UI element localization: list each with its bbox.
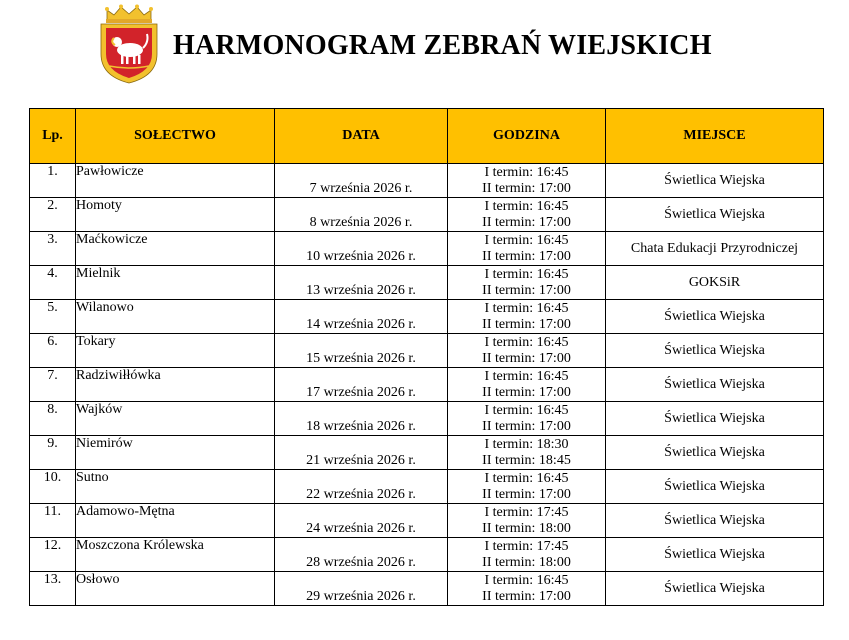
meeting-date: 14 września 2026 r. [275, 300, 448, 334]
document-header [0, 0, 849, 100]
row-number: 6. [30, 334, 76, 368]
column-header-solectwo: SOŁECTWO [76, 109, 275, 164]
meeting-place: Świetlica Wiejska [606, 470, 824, 504]
village-name: Radziwiłłówka [76, 368, 275, 402]
village-name: Wajków [76, 402, 275, 436]
page-title: HARMONOGRAM ZEBRAŃ WIEJSKICH [173, 30, 712, 61]
meeting-place: Świetlica Wiejska [606, 198, 824, 232]
row-number: 3. [30, 232, 76, 266]
coat-of-arms-ram-icon [97, 4, 161, 84]
meeting-date: 8 września 2026 r. [275, 198, 448, 232]
meeting-place: Świetlica Wiejska [606, 368, 824, 402]
meeting-time [448, 402, 606, 436]
row-number: 10. [30, 470, 76, 504]
first-term: I termin: 17:45 [484, 538, 569, 554]
village-name: Mielnik [76, 266, 275, 300]
meeting-place: Świetlica Wiejska [606, 300, 824, 334]
second-term: II termin: 17:00 [482, 418, 571, 434]
table-body [30, 164, 824, 606]
meeting-time [448, 572, 606, 606]
second-term: II termin: 17:00 [482, 316, 571, 332]
row-number: 5. [30, 300, 76, 334]
meeting-date: 24 września 2026 r. [275, 504, 448, 538]
first-term: I termin: 16:45 [484, 164, 569, 180]
row-number: 12. [30, 538, 76, 572]
first-term: I termin: 17:45 [484, 504, 569, 520]
village-name: Homoty [76, 198, 275, 232]
meeting-time [448, 368, 606, 402]
village-name: Moszczona Królewska [76, 538, 275, 572]
first-term: I termin: 16:45 [484, 198, 569, 214]
village-name: Adamowo-Mętna [76, 504, 275, 538]
village-name: Osłowo [76, 572, 275, 606]
row-number: 2. [30, 198, 76, 232]
table-row [30, 300, 824, 334]
table-row [30, 198, 824, 232]
table-row [30, 164, 824, 198]
first-term: I termin: 16:45 [484, 470, 569, 486]
meeting-date: 22 września 2026 r. [275, 470, 448, 504]
second-term: II termin: 18:00 [482, 520, 571, 536]
row-number: 4. [30, 266, 76, 300]
second-term: II termin: 17:00 [482, 180, 571, 196]
first-term: I termin: 16:45 [484, 402, 569, 418]
meeting-date: 18 września 2026 r. [275, 402, 448, 436]
village-name: Wilanowo [76, 300, 275, 334]
meeting-time [448, 266, 606, 300]
meeting-place: Świetlica Wiejska [606, 572, 824, 606]
table-row [30, 402, 824, 436]
meeting-date: 13 września 2026 r. [275, 266, 448, 300]
meeting-time [448, 436, 606, 470]
meeting-time [448, 504, 606, 538]
meeting-time [448, 300, 606, 334]
column-header-miejsce: MIEJSCE [606, 109, 824, 164]
meeting-date: 15 września 2026 r. [275, 334, 448, 368]
column-header-lp: Lp. [30, 109, 76, 164]
table-row [30, 334, 824, 368]
table-row [30, 572, 824, 606]
second-term: II termin: 18:45 [482, 452, 571, 468]
meeting-place: Chata Edukacji Przyrodniczej [606, 232, 824, 266]
second-term: II termin: 17:00 [482, 486, 571, 502]
meeting-time [448, 232, 606, 266]
meeting-date: 21 września 2026 r. [275, 436, 448, 470]
table-row [30, 436, 824, 470]
meeting-date: 17 września 2026 r. [275, 368, 448, 402]
meeting-place: GOKSiR [606, 266, 824, 300]
row-number: 13. [30, 572, 76, 606]
second-term: II termin: 17:00 [482, 214, 571, 230]
second-term: II termin: 17:00 [482, 588, 571, 604]
meeting-time [448, 334, 606, 368]
table-row [30, 266, 824, 300]
village-name: Sutno [76, 470, 275, 504]
row-number: 8. [30, 402, 76, 436]
second-term: II termin: 17:00 [482, 248, 571, 264]
table-row [30, 368, 824, 402]
table-header-row [30, 109, 824, 164]
column-header-data: DATA [275, 109, 448, 164]
meeting-date: 7 września 2026 r. [275, 164, 448, 198]
row-number: 1. [30, 164, 76, 198]
meeting-date: 29 września 2026 r. [275, 572, 448, 606]
second-term: II termin: 17:00 [482, 282, 571, 298]
first-term: I termin: 16:45 [484, 572, 569, 588]
table-row [30, 470, 824, 504]
first-term: I termin: 16:45 [484, 334, 569, 350]
village-name: Tokary [76, 334, 275, 368]
meeting-time [448, 198, 606, 232]
first-term: I termin: 16:45 [484, 368, 569, 384]
column-header-godzina: GODZINA [448, 109, 606, 164]
meeting-place: Świetlica Wiejska [606, 538, 824, 572]
second-term: II termin: 17:00 [482, 350, 571, 366]
meeting-time [448, 538, 606, 572]
village-name: Maćkowicze [76, 232, 275, 266]
first-term: I termin: 16:45 [484, 266, 569, 282]
meeting-place: Świetlica Wiejska [606, 164, 824, 198]
meeting-place: Świetlica Wiejska [606, 436, 824, 470]
table-row [30, 504, 824, 538]
meeting-date: 10 września 2026 r. [275, 232, 448, 266]
meeting-time [448, 470, 606, 504]
first-term: I termin: 16:45 [484, 232, 569, 248]
table-row [30, 538, 824, 572]
second-term: II termin: 17:00 [482, 384, 571, 400]
first-term: I termin: 18:30 [484, 436, 569, 452]
row-number: 9. [30, 436, 76, 470]
table-row [30, 232, 824, 266]
meeting-place: Świetlica Wiejska [606, 402, 824, 436]
row-number: 7. [30, 368, 76, 402]
village-name: Niemirów [76, 436, 275, 470]
first-term: I termin: 16:45 [484, 300, 569, 316]
second-term: II termin: 18:00 [482, 554, 571, 570]
meeting-schedule-table [29, 108, 824, 606]
meeting-place: Świetlica Wiejska [606, 504, 824, 538]
meeting-date: 28 września 2026 r. [275, 538, 448, 572]
meeting-place: Świetlica Wiejska [606, 334, 824, 368]
village-name: Pawłowicze [76, 164, 275, 198]
row-number: 11. [30, 504, 76, 538]
meeting-time [448, 164, 606, 198]
